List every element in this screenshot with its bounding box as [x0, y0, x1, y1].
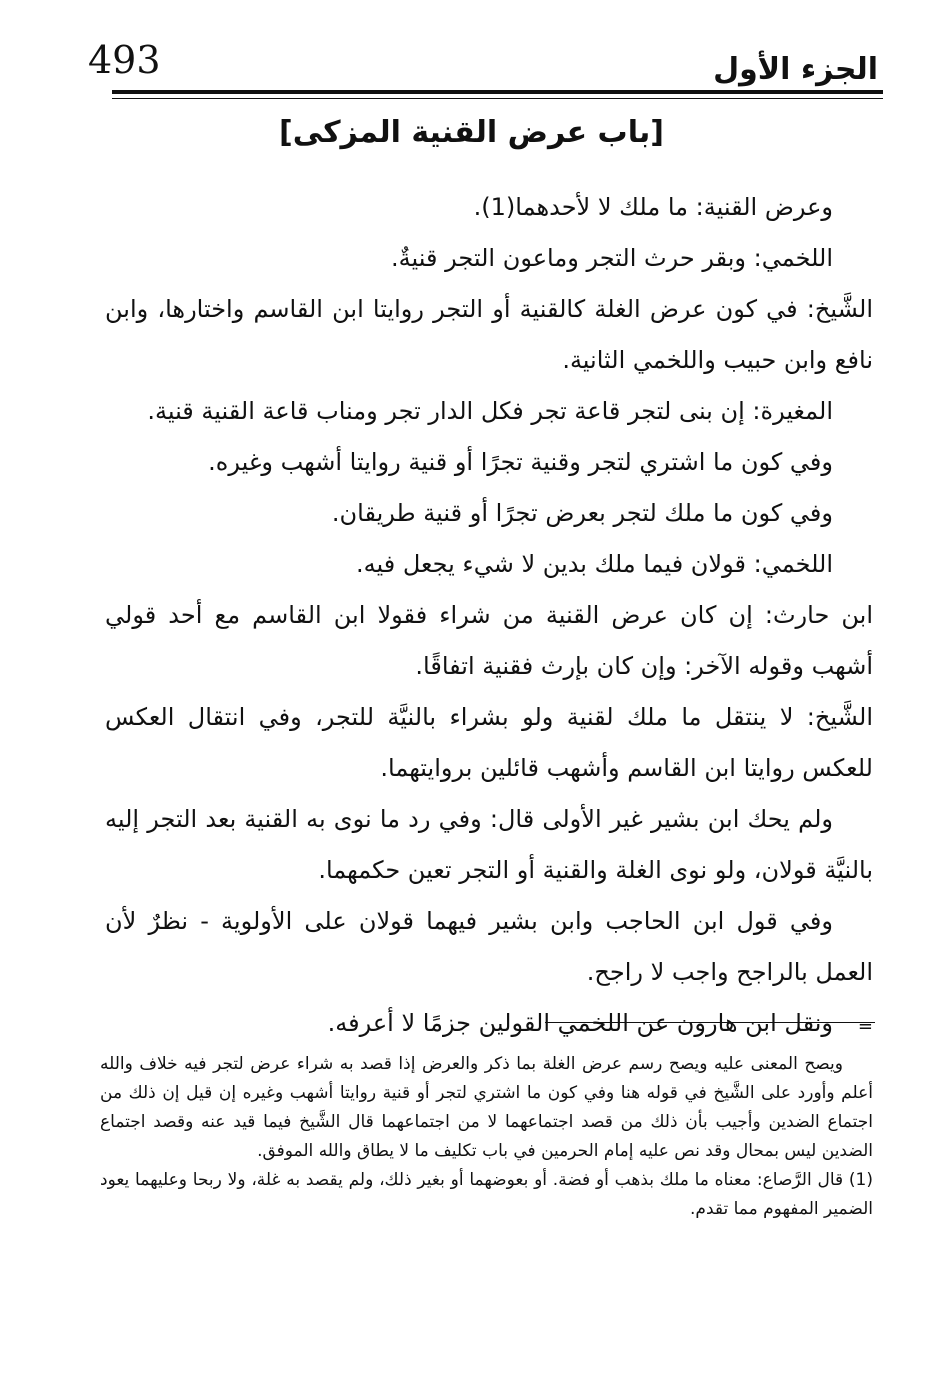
paragraph: ابن حارث: إن كان عرض القنية من شراء فقولا ابن القاسم مع أحد قولي أشهب وقوله الآخر: وإن كان بإرث فقنية اتفاقًا.	[105, 601, 873, 680]
paragraph: الشَّيخ: في كون عرض الغلة كالقنية أو التجر روايتا ابن القاسم واختارها، وابن نافع وابن حبيب واللخمي الثانية.	[105, 295, 873, 374]
page-number: 493	[88, 38, 161, 82]
header-rule-thick	[112, 90, 883, 94]
paragraph: اللخمي: قولان فيما ملك بدين لا شيء يجعل فيه.	[356, 550, 833, 578]
running-title: الجزء الأول	[713, 52, 878, 87]
footnote-separator-mark: =	[857, 1016, 873, 1037]
footnote-continuation: ويصح المعنى عليه ويصح رسم عرض الغلة بما ذكر والعرض إذا قصد به شراء عرض لتجر فيه خلاف والله أعلم وأورد على الشَّيخ في قوله هنا وفي كون ما اشتري لتجر أو قنية روايتا أشهب وغيره إن قيل إن ذلك من اجتماع الضدين وأجيب بأن ذلك من قصد اجتماعهما لا من اجتماعهما قال الشَّيخ فيما قيد عنه وقصد اجتماع الضدين ليس بمحال وقد نص عليه إمام الحرمين في باب تكليف ما لا يطاق والله الموفق.	[100, 1054, 873, 1161]
footnote-separator	[545, 1022, 875, 1023]
body-text	[105, 182, 873, 1049]
chapter-title: [باب عرض القنية المزكى]	[279, 115, 664, 150]
paragraph: ولم يحك ابن بشير غير الأولى قال: وفي رد ما نوى به القنية بعد التجر إليه بالنيَّة قولان، ولو نوى الغلة والقنية أو التجر تعين حكمهما.	[105, 805, 873, 884]
footnotes	[100, 1050, 873, 1224]
paragraph: اللخمي: وبقر حرث التجر وماعون التجر قنيةٌ.	[391, 244, 833, 272]
paragraph: وفي كون ما ملك لتجر بعرض تجرًا أو قنية طريقان.	[331, 499, 833, 527]
paragraph: وفي كون ما اشتري لتجر وقنية تجرًا أو قنية روايتا أشهب وغيره.	[208, 448, 833, 476]
header-rule-thin	[112, 98, 883, 99]
paragraph: الشَّيخ: لا ينتقل ما ملك لقنية ولو بشراء بالنيَّة للتجر، وفي انتقال العكس للعكس روايتا ابن القاسم وأشهب قائلين بروايتهما.	[105, 703, 873, 782]
paragraph: ونقل ابن هارون عن اللخمي القولين جزمًا لا أعرفه.	[327, 1009, 833, 1037]
paragraph: وعرض القنية: ما ملك لا لأحدهما(1).	[473, 193, 833, 221]
paragraph: وفي قول ابن الحاجب وابن بشير فيهما قولان على الأولوية - نظرٌ لأن العمل بالراجح واجب لا راجح.	[105, 907, 873, 986]
footnote-1: (1) قال الرَّصاع: معناه ما ملك بذهب أو فضة. أو بعوضهما أو بغير ذلك، ولم يقصد به غلة، ولا ربحا وعليهما يعود الضمير المفهوم مما تقدم.	[100, 1170, 873, 1219]
paragraph: المغيرة: إن بنى لتجر قاعة تجر فكل الدار تجر ومناب قاعة القنية قنية.	[147, 397, 833, 425]
